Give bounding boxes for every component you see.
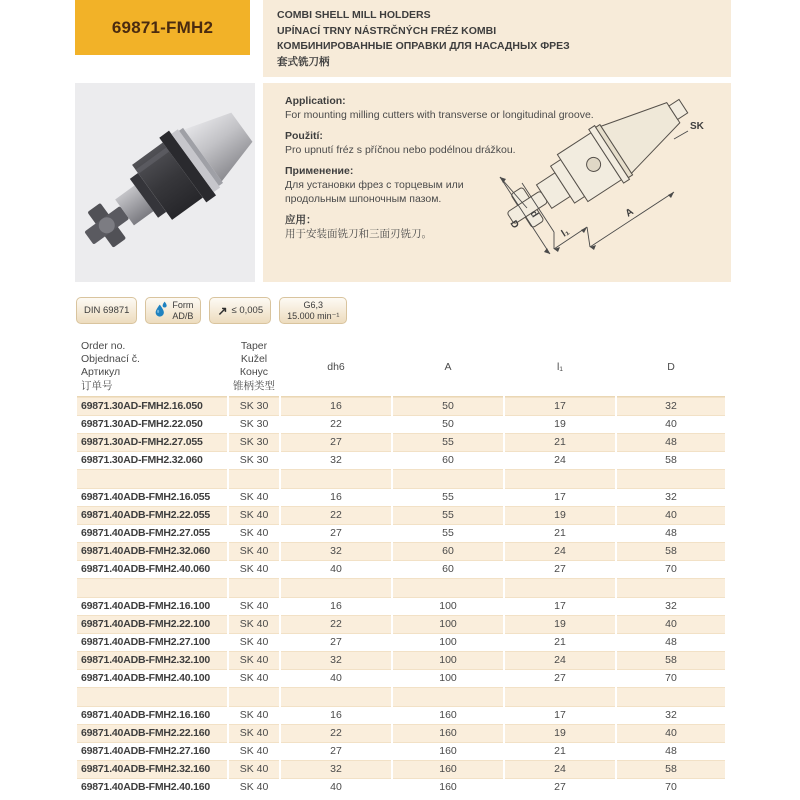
- value-cell: 19: [505, 724, 615, 743]
- dim-label-l1: l₁: [559, 226, 572, 240]
- order-header-en: Order no.: [81, 340, 126, 352]
- spacer-cell: [617, 687, 725, 707]
- col-header-d: D: [617, 338, 725, 397]
- order-number-cell: 69871.40ADB-FMH2.16.055: [81, 491, 211, 503]
- value-cell: SK 40: [229, 542, 279, 561]
- dim-label-d-large: D: [507, 218, 521, 231]
- table-row: [77, 724, 725, 743]
- value-cell: SK 40: [239, 745, 269, 757]
- value-cell: 22: [330, 418, 342, 430]
- value-cell: 48: [665, 636, 677, 648]
- table-row: [77, 634, 725, 651]
- value-cell: 27: [330, 527, 342, 539]
- value-cell: 27: [330, 745, 342, 757]
- table-row: [77, 743, 725, 760]
- value-cell: 50: [442, 418, 454, 430]
- title-en: COMBI SHELL MILL HOLDERS: [277, 9, 431, 21]
- order-number-cell: 69871.30AD-FMH2.27.055: [77, 433, 227, 452]
- value-cell: 40: [330, 672, 342, 684]
- order-number-cell: 69871.40ADB-FMH2.16.100: [81, 600, 211, 612]
- spacer-cell: [229, 469, 279, 489]
- value-cell: 32: [330, 454, 342, 466]
- value-cell: 160: [439, 745, 457, 757]
- spacer-cell: [505, 578, 615, 598]
- value-cell: 100: [439, 672, 457, 684]
- value-cell: 160: [439, 709, 457, 721]
- value-cell: 100: [393, 651, 503, 670]
- value-cell: 16: [330, 709, 342, 721]
- order-number-cell: 69871.40ADB-FMH2.40.160: [81, 781, 211, 793]
- value-cell: 24: [554, 454, 566, 466]
- col-header-order-no: [77, 338, 227, 397]
- dim-label-d-small: d: [527, 208, 541, 220]
- balance-grade-line1: G6,3: [303, 300, 324, 310]
- table-row: [77, 651, 725, 670]
- col-header-dh6: dh6: [281, 338, 391, 397]
- order-number-cell: 69871.40ADB-FMH2.40.060: [81, 563, 211, 575]
- title-cs: UPÍNACÍ TRNY NÁSTRČNÝCH FRÉZ KOMBI: [277, 24, 497, 37]
- order-number-cell: 69871.40ADB-FMH2.27.160: [81, 745, 211, 757]
- value-cell: 17: [554, 709, 566, 721]
- value-cell: 17: [554, 600, 566, 612]
- value-cell: SK 40: [229, 724, 279, 743]
- value-cell: 32: [281, 760, 391, 779]
- value-cell: 60: [393, 542, 503, 561]
- order-number-cell: 69871.40ADB-FMH2.27.055: [81, 527, 211, 539]
- value-cell: SK 40: [239, 709, 269, 721]
- value-cell: 27: [554, 563, 566, 575]
- value-cell: 58: [665, 454, 677, 466]
- value-cell: SK 40: [239, 600, 269, 612]
- value-cell: 19: [505, 506, 615, 525]
- value-cell: 22: [281, 724, 391, 743]
- value-cell: 22: [281, 615, 391, 634]
- table-row: [77, 433, 725, 452]
- taper-header-ru: Конус: [239, 366, 269, 379]
- value-cell: 27: [330, 636, 342, 648]
- value-cell: SK 40: [239, 672, 269, 684]
- col-header-taper: [229, 338, 279, 397]
- value-cell: SK 40: [239, 563, 269, 575]
- spacer-cell: [229, 687, 279, 707]
- water-drops-icon: [153, 300, 168, 322]
- coolant-form-line1: Form: [172, 300, 194, 310]
- application-text: Для установки фрез с торцевым или продольным шпоночным пазом.: [285, 179, 464, 205]
- value-cell: 70: [665, 563, 677, 575]
- coolant-form-label: [172, 300, 193, 321]
- spacer-cell: [281, 578, 391, 598]
- value-cell: 27: [281, 433, 391, 452]
- value-cell: 19: [554, 418, 566, 430]
- table-row: [77, 542, 725, 561]
- value-cell: 17: [505, 397, 615, 416]
- order-number-cell: 69871.40ADB-FMH2.16.160: [81, 709, 211, 721]
- value-cell: SK 40: [239, 527, 269, 539]
- value-cell: 40: [330, 781, 342, 793]
- value-cell: 24: [505, 760, 615, 779]
- table-spacer-row: [77, 469, 725, 489]
- value-cell: 100: [439, 600, 457, 612]
- value-cell: SK 40: [229, 615, 279, 634]
- badge-runout-tolerance: [209, 297, 271, 324]
- spacer-cell: [505, 687, 615, 707]
- application-panel: [263, 83, 731, 282]
- specs-table: [75, 338, 727, 796]
- value-cell: 17: [554, 491, 566, 503]
- value-cell: 160: [439, 781, 457, 793]
- value-cell: SK 40: [229, 760, 279, 779]
- application-text: For mounting milling cutters with transverse or longitudinal groove.: [285, 109, 594, 121]
- coolant-form-line2: AD/B: [172, 310, 194, 321]
- application-label: Применение:: [285, 165, 354, 177]
- dim-label-a: A: [623, 206, 636, 220]
- col-header-l1: l₁: [505, 338, 615, 397]
- value-cell: 40: [330, 563, 342, 575]
- dim-label-sk: SK: [690, 121, 704, 132]
- table-row: [77, 416, 725, 433]
- value-cell: SK 30: [229, 397, 279, 416]
- value-cell: 50: [393, 397, 503, 416]
- value-cell: 55: [442, 527, 454, 539]
- table-row: [77, 506, 725, 525]
- value-cell: 19: [505, 615, 615, 634]
- order-header-cs: Objednací č.: [81, 353, 140, 366]
- value-cell: 16: [330, 600, 342, 612]
- runout-tolerance-label: ≤ 0,005: [231, 305, 264, 316]
- value-cell: 40: [617, 615, 725, 634]
- application-text: Pro upnutí fréz s příčnou nebo podélnou drážkou.: [285, 144, 516, 156]
- value-cell: 32: [665, 491, 677, 503]
- badge-din-standard: [76, 297, 137, 324]
- value-cell: 40: [617, 506, 725, 525]
- value-cell: 32: [665, 600, 677, 612]
- order-number-cell: 69871.40ADB-FMH2.22.055: [77, 506, 227, 525]
- value-cell: SK 40: [229, 506, 279, 525]
- value-cell: 16: [281, 397, 391, 416]
- title-ru: КОМБИНИРОВАННЫЕ ОПРАВКИ ДЛЯ НАСАДНЫХ ФРЕЗ: [277, 40, 570, 52]
- value-cell: 21: [554, 745, 566, 757]
- application-label: Použití:: [285, 130, 323, 142]
- value-cell: 24: [505, 542, 615, 561]
- spacer-cell: [77, 687, 227, 707]
- badge-balancing-grade: [279, 297, 347, 324]
- value-cell: 58: [617, 651, 725, 670]
- table-row: [77, 525, 725, 542]
- spec-badges-row: [76, 297, 731, 324]
- value-cell: 55: [393, 433, 503, 452]
- order-number-cell: 69871.40ADB-FMH2.32.100: [77, 651, 227, 670]
- value-cell: 48: [665, 527, 677, 539]
- part-number-badge: 69871-FMH2: [75, 0, 250, 55]
- table-row: [77, 670, 725, 687]
- value-cell: 24: [505, 651, 615, 670]
- value-cell: 60: [442, 563, 454, 575]
- order-number-cell: 69871.40ADB-FMH2.27.100: [81, 636, 211, 648]
- value-cell: 48: [617, 433, 725, 452]
- order-number-cell: 69871.40ADB-FMH2.22.100: [77, 615, 227, 634]
- spacer-cell: [393, 578, 503, 598]
- value-cell: 21: [554, 636, 566, 648]
- order-header-ru: Артикул: [81, 366, 121, 379]
- balancing-grade-label: [287, 300, 339, 321]
- value-cell: 16: [330, 491, 342, 503]
- spacer-cell: [281, 469, 391, 489]
- value-cell: 58: [617, 760, 725, 779]
- spacer-cell: [77, 578, 227, 598]
- product-photo: [75, 83, 255, 282]
- order-number-cell: 69871.30AD-FMH2.16.050: [77, 397, 227, 416]
- balance-rpm-line2: 15.000 min⁻¹: [287, 310, 340, 321]
- table-row: [77, 598, 725, 615]
- badge-coolant-form: [145, 297, 201, 324]
- taper-header-en: Taper: [240, 340, 268, 352]
- value-cell: 21: [505, 433, 615, 452]
- col-header-a: A: [393, 338, 503, 397]
- taper-header-cs: Kužel: [240, 353, 268, 366]
- value-cell: 160: [393, 724, 503, 743]
- spacer-cell: [617, 469, 725, 489]
- value-cell: 27: [554, 781, 566, 793]
- value-cell: 32: [281, 651, 391, 670]
- spacer-cell: [393, 687, 503, 707]
- spacer-cell: [393, 469, 503, 489]
- value-cell: 32: [617, 397, 725, 416]
- table-header: [77, 338, 725, 397]
- catalog-page: [75, 0, 731, 796]
- value-cell: 32: [665, 709, 677, 721]
- value-cell: SK 40: [239, 781, 269, 793]
- order-number-cell: 69871.40ADB-FMH2.32.160: [77, 760, 227, 779]
- value-cell: SK 30: [229, 433, 279, 452]
- order-header-zh: 订单号: [81, 379, 113, 392]
- application-label: Application:: [285, 95, 346, 107]
- title-zh: 套式铣刀柄: [277, 55, 330, 68]
- value-cell: SK 40: [229, 651, 279, 670]
- arrow-up-right-icon: ↗: [217, 303, 228, 318]
- value-cell: SK 30: [239, 454, 269, 466]
- value-cell: SK 40: [239, 491, 269, 503]
- value-cell: 55: [393, 506, 503, 525]
- taper-header-zh: 锥柄类型: [233, 379, 275, 392]
- din-standard-label: DIN 69871: [84, 305, 130, 316]
- value-cell: 27: [554, 672, 566, 684]
- spacer-cell: [229, 578, 279, 598]
- table-spacer-row: [77, 687, 725, 707]
- table-body: [77, 397, 725, 796]
- table-row: [77, 452, 725, 469]
- table-row: [77, 779, 725, 796]
- value-cell: 55: [442, 491, 454, 503]
- value-cell: 58: [617, 542, 725, 561]
- table-row: [77, 615, 725, 634]
- order-number-cell: 69871.40ADB-FMH2.32.060: [77, 542, 227, 561]
- table-row: [77, 561, 725, 578]
- application-text: 用于安装面铣刀和三面刃铣刀。: [285, 228, 432, 240]
- order-number-cell: 69871.40ADB-FMH2.22.160: [77, 724, 227, 743]
- value-cell: 70: [665, 781, 677, 793]
- value-cell: SK 30: [239, 418, 269, 430]
- value-cell: 60: [442, 454, 454, 466]
- order-number-cell: 69871.30AD-FMH2.22.050: [81, 418, 203, 430]
- value-cell: SK 40: [239, 636, 269, 648]
- value-cell: 22: [281, 506, 391, 525]
- table-row: [77, 760, 725, 779]
- table-spacer-row: [77, 578, 725, 598]
- application-label: 应用：: [285, 214, 317, 226]
- table-row: [77, 397, 725, 416]
- header-band: [75, 0, 731, 77]
- spacer-cell: [617, 578, 725, 598]
- value-cell: 40: [665, 418, 677, 430]
- application-section: [75, 83, 731, 282]
- order-number-cell: 69871.30AD-FMH2.32.060: [81, 454, 203, 466]
- value-cell: 21: [554, 527, 566, 539]
- value-cell: 100: [439, 636, 457, 648]
- spacer-cell: [281, 687, 391, 707]
- value-cell: 40: [617, 724, 725, 743]
- value-cell: 100: [393, 615, 503, 634]
- dimension-drawing-graphic: [492, 81, 727, 277]
- spacer-cell: [77, 469, 227, 489]
- value-cell: 48: [665, 745, 677, 757]
- table-row: [77, 707, 725, 724]
- order-number-cell: 69871.40ADB-FMH2.40.100: [81, 672, 211, 684]
- value-cell: 160: [393, 760, 503, 779]
- value-cell: 32: [281, 542, 391, 561]
- tool-holder-photo-graphic: [75, 83, 255, 282]
- value-cell: 70: [665, 672, 677, 684]
- table-row: [77, 489, 725, 506]
- spacer-cell: [505, 469, 615, 489]
- technical-drawing: [492, 81, 727, 282]
- title-panel: [263, 0, 731, 77]
